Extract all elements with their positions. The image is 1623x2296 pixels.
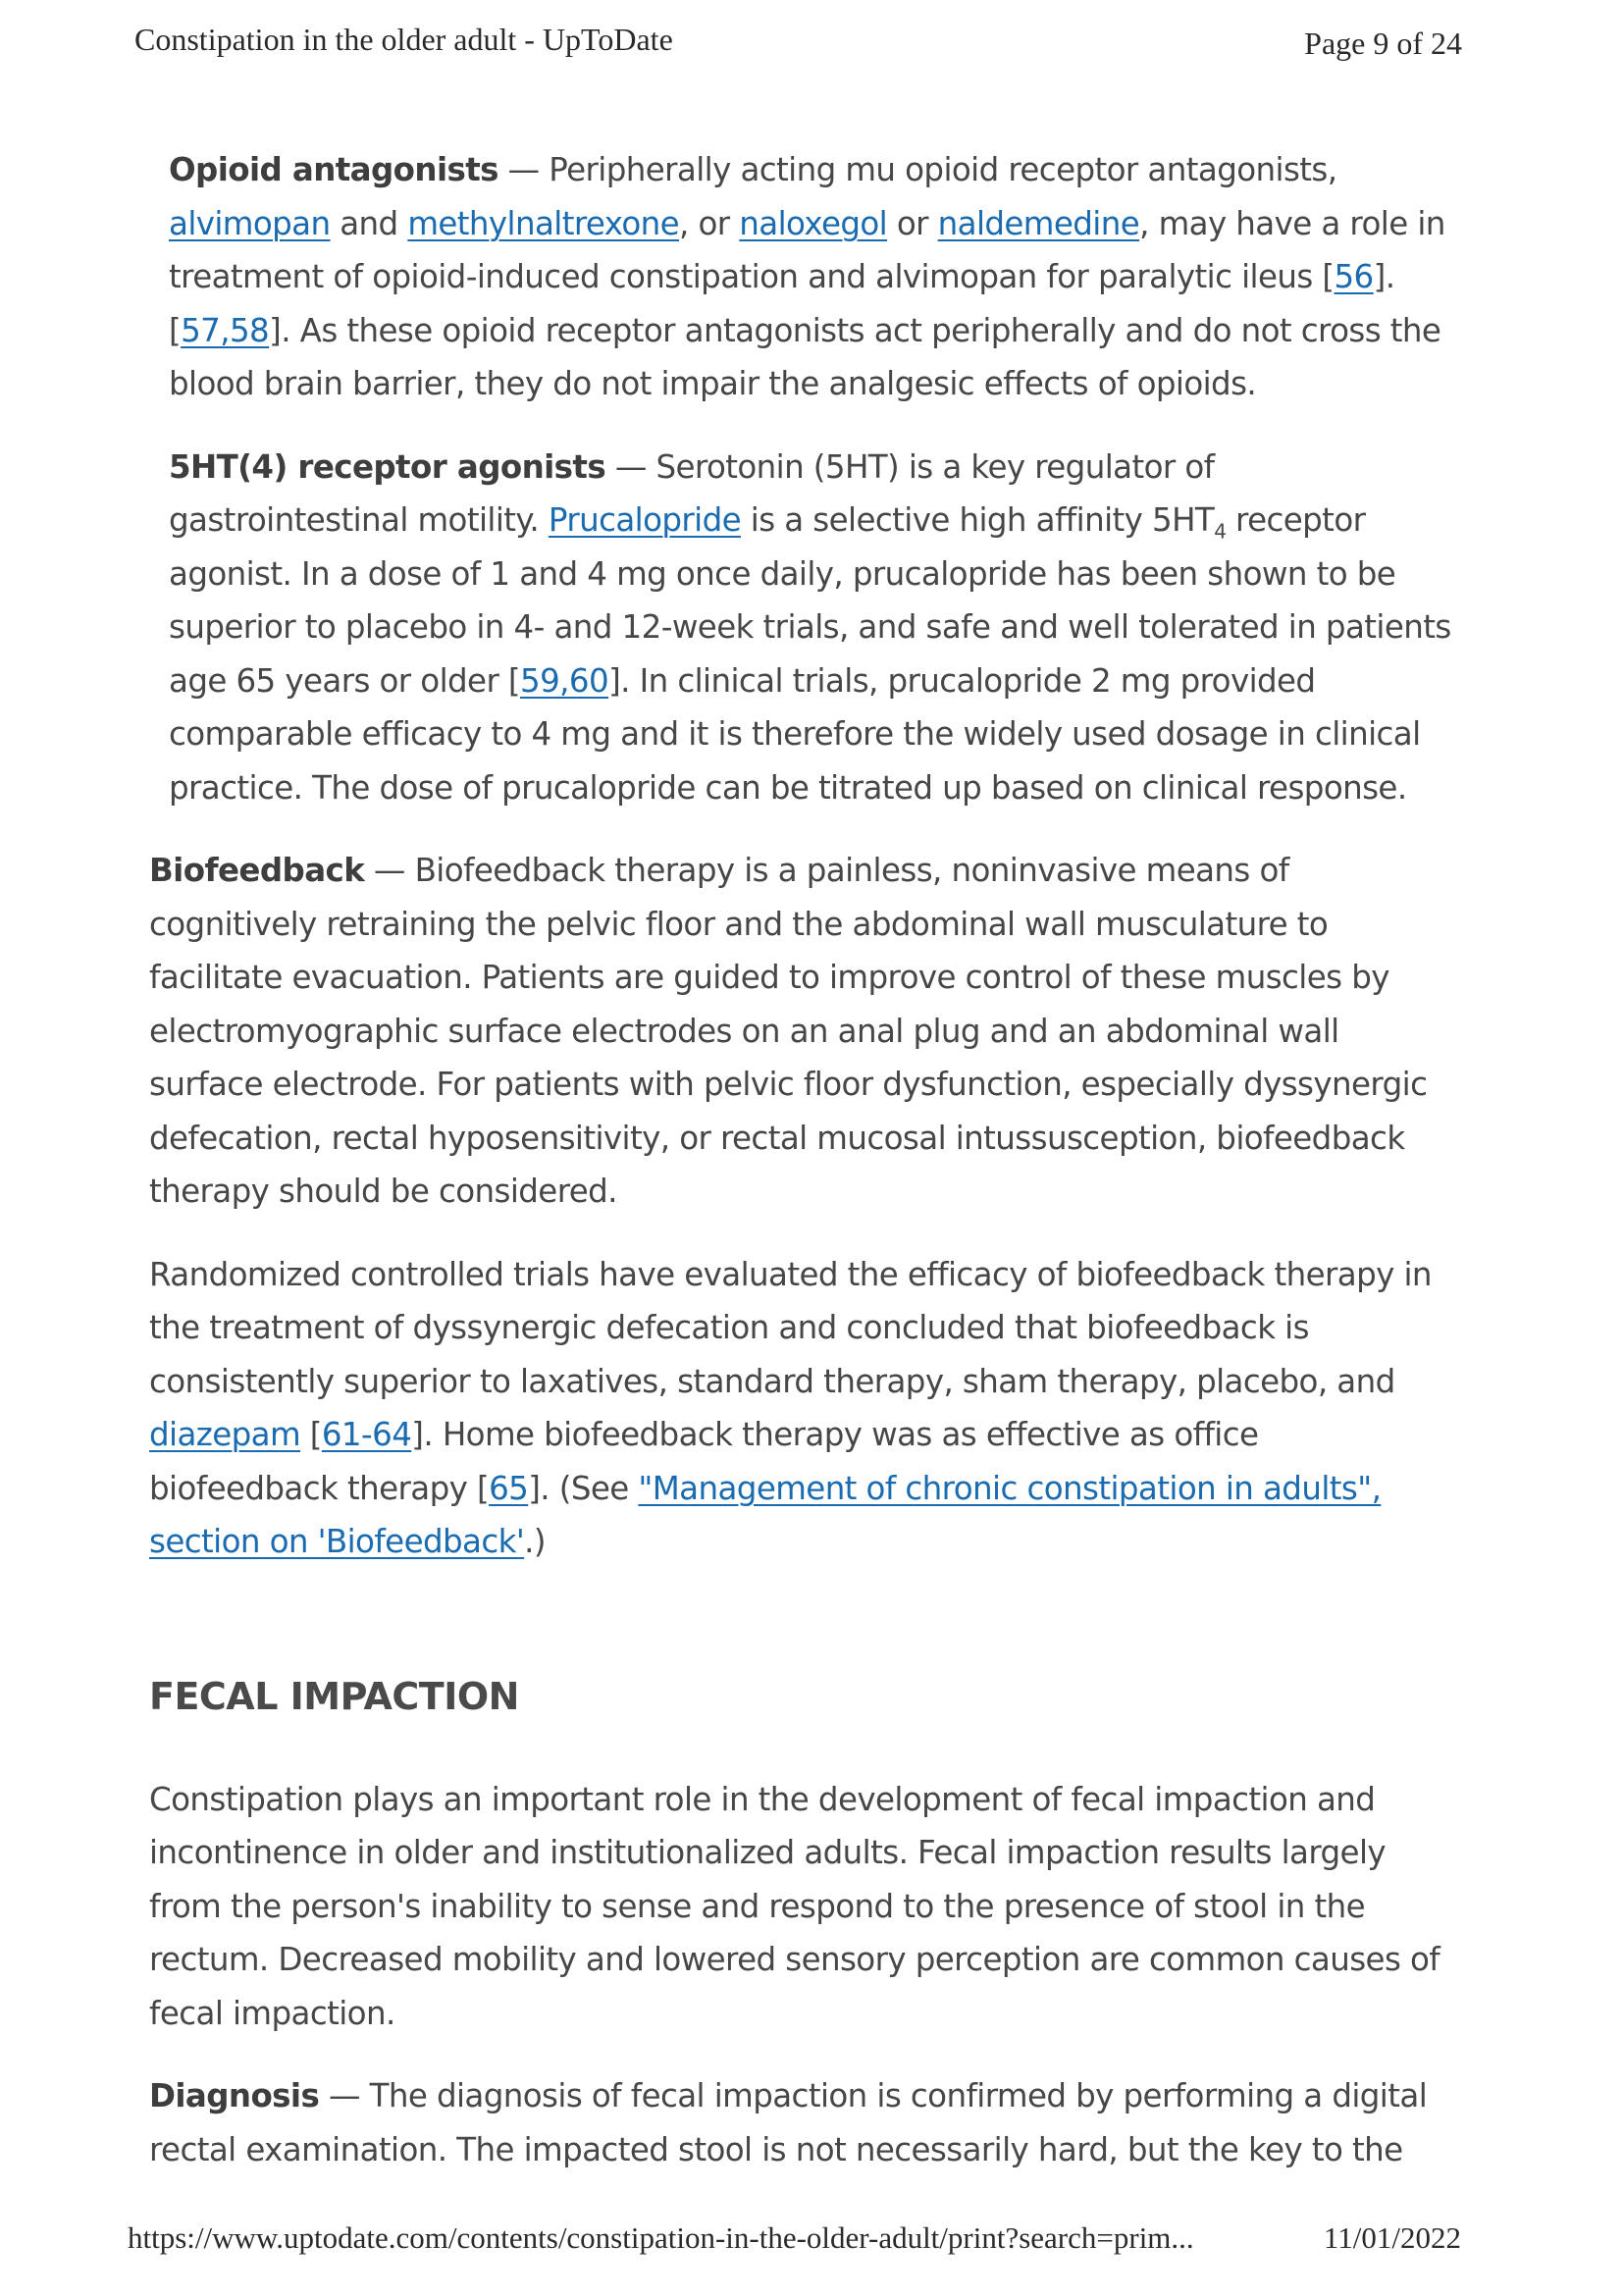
reference-link-65[interactable]: 65 xyxy=(489,1469,529,1507)
link-alvimopan[interactable]: alvimopan xyxy=(169,204,331,242)
subheading-diagnosis: Diagnosis xyxy=(149,2077,320,2114)
paragraph-fecal-impaction: Constipation plays an important role in the development of fecal impaction and incontinence in older and institutionalized adults. Fecal impaction results largely from the person's inability to sense and respond to the presence of stool in the rectum. Decreased mobility and lowered sensory perception are common causes of fecal impaction. xyxy=(149,1780,1440,2032)
link-naldemedine[interactable]: naldemedine xyxy=(937,204,1140,242)
article-body xyxy=(149,143,1454,2176)
print-date: 11/01/2022 xyxy=(1323,2220,1461,2255)
link-naloxegol[interactable]: naloxegol xyxy=(739,204,888,242)
paragraph-opioid-antagonists: Opioid antagonists — Peripherally acting mu opioid receptor antagonists, alvimopan and methylnaltrexone, or naloxegol or naldemedine, may have a role in treatment of opioid-induced constipation and alvimopan for paralytic ileus [56]. [57,58]. As these opioid receptor antagonists act peripherally and do not cross the blood brain barrier, they do not impair the analgesic effects of opioids. xyxy=(169,151,1445,402)
reference-link-57-58[interactable]: 57,58 xyxy=(181,311,270,349)
page-number: Page 9 of 24 xyxy=(1304,26,1462,61)
reference-link-56[interactable]: 56 xyxy=(1334,258,1374,295)
section-heading-fecal-impaction: FECAL IMPACTION xyxy=(149,1674,519,1718)
page-url: https://www.uptodate.com/contents/constipation-in-the-older-adult/print?search=prim... xyxy=(128,2220,1194,2255)
paragraph-randomized-trials: Randomized controlled trials have evaluated the efficacy of biofeedback therapy in the treatment of dyssynergic defecation and concluded that biofeedback is consistently superior to laxatives, standard therapy, sham therapy, placebo, and diazepam [61-64]. Home biofeedback therapy was as effective as office biofeedback therapy [65]. (See "Management of chronic constipation in adults", section on 'Biofeedback'.) xyxy=(149,1255,1432,1560)
subheading-5ht4-agonists: 5HT(4) receptor agonists xyxy=(169,447,606,486)
reference-link-61-64[interactable]: 61-64 xyxy=(321,1416,412,1453)
link-methylnaltrexone[interactable]: methylnaltrexone xyxy=(407,204,680,242)
paragraph-5ht4-agonists: 5HT(4) receptor agonists — Serotonin (5HT) is a key regulator of gastrointestinal motility. Prucalopride is a selective high affinity $5HT_4$ receptor agonist. In a dose of 1 and 4 mg once daily, prucalopride has been shown to be superior to placebo in 4- and 12-week trials, and safe and well tolerated in patients age 65 years or older [59,60]. In clinical trials, prucalopride 2 mg provided comparable efficacy to 4 mg and it is therefore the widely used dosage in clinical practice. The dose of prucalopride can be titrated up based on clinical response. xyxy=(169,447,1451,807)
link-management-chronic-constipation[interactable]: "Management of chronic constipation in adults", section on 'Biofeedback' xyxy=(149,1469,1382,1560)
subheading-opioid-antagonists: Opioid antagonists xyxy=(169,151,498,188)
paragraph-biofeedback: Biofeedback — Biofeedback therapy is a painless, noninvasive means of cognitively retraining the pelvic floor and the abdominal wall musculature to facilitate evacuation. Patients are guided to improve control of these muscles by electromyographic surface electrodes on an anal plug and an abdominal wall surface electrode. For patients with pelvic floor dysfunction, especially dyssynergic defecation, rectal hyposensitivity, or rectal mucosal intussusception, biofeedback therapy should be considered. xyxy=(149,852,1428,1210)
link-diazepam[interactable]: diazepam xyxy=(149,1416,301,1453)
print-header xyxy=(0,22,1623,67)
link-prucalopride[interactable]: Prucalopride xyxy=(548,501,742,539)
subheading-biofeedback: Biofeedback xyxy=(149,852,365,889)
paragraph-diagnosis: Diagnosis — The diagnosis of fecal impaction is confirmed by performing a digital rectal examination. The impacted stool is not necessarily hard, but the key to the xyxy=(149,2077,1428,2168)
print-footer xyxy=(0,2220,1623,2270)
reference-link-59-60[interactable]: 59,60 xyxy=(520,661,609,700)
document-title: Constipation in the older adult - UpToDate xyxy=(134,22,673,57)
